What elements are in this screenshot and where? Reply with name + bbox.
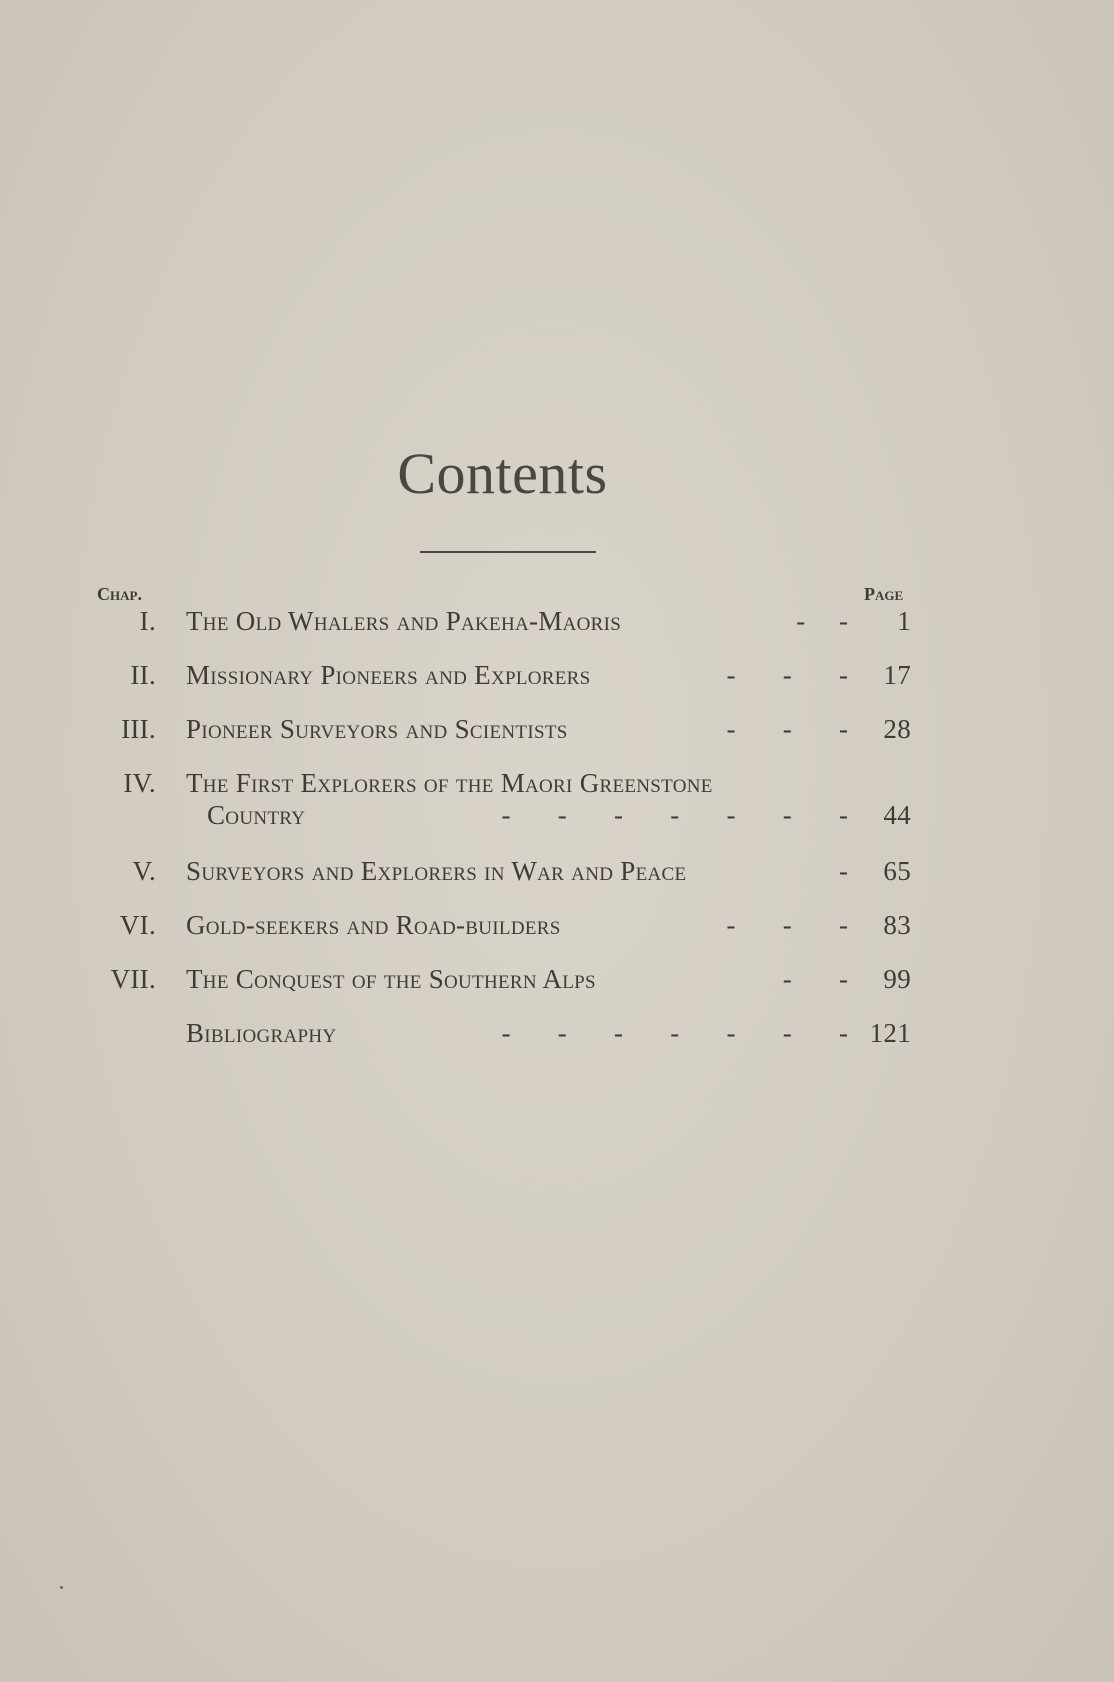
dot-leader: - - (782, 964, 848, 994)
page-number: 65 (883, 856, 911, 886)
title-divider (420, 551, 596, 553)
chapter-number: V. (132, 856, 156, 886)
chapter-title: Gold-seekers and Road-builders (186, 910, 561, 940)
page-number: 83 (883, 910, 911, 940)
dot-leader: - - - - - - - (501, 800, 848, 830)
chapter-title-continued: Country (207, 800, 306, 830)
paper-speck (60, 1586, 63, 1589)
page-number: 99 (883, 964, 911, 994)
chapter-title: Missionary Pioneers and Explorers (186, 660, 591, 690)
chapter-number: II. (130, 660, 156, 690)
dot-leader: - - - (726, 660, 848, 690)
dot-leader: - - (796, 606, 848, 636)
chapter-number: I. (139, 606, 156, 636)
chapter-title: The Old Whalers and Pakeha-Maoris (186, 606, 622, 636)
chapter-title: The Conquest of the Southern Alps (186, 964, 596, 994)
dot-leader: - - - (726, 714, 848, 744)
page-number: 44 (883, 800, 911, 830)
page-number: 121 (869, 1018, 911, 1048)
chapter-title: Pioneer Surveyors and Scientists (186, 714, 568, 744)
chapter-title: The First Explorers of the Maori Greenstone (186, 768, 713, 798)
page-column-header: Page (864, 584, 904, 604)
page-number: 17 (883, 660, 911, 690)
dot-leader: - (839, 856, 848, 886)
page-title: Contents (397, 441, 608, 506)
page-number: 28 (883, 714, 911, 744)
chapter-title: Surveyors and Explorers in War and Peace (186, 856, 687, 886)
chapter-number: IV. (123, 768, 156, 798)
chapter-title: Bibliography (186, 1018, 337, 1048)
chapter-number: III. (121, 714, 156, 744)
chapter-column-header: Chap. (97, 584, 142, 604)
chapter-number: VI. (119, 910, 156, 940)
dot-leader: - - - - - - - (501, 1018, 848, 1048)
chapter-number: VII. (110, 964, 156, 994)
dot-leader: - - - (726, 910, 848, 940)
page-number: 1 (897, 606, 911, 636)
